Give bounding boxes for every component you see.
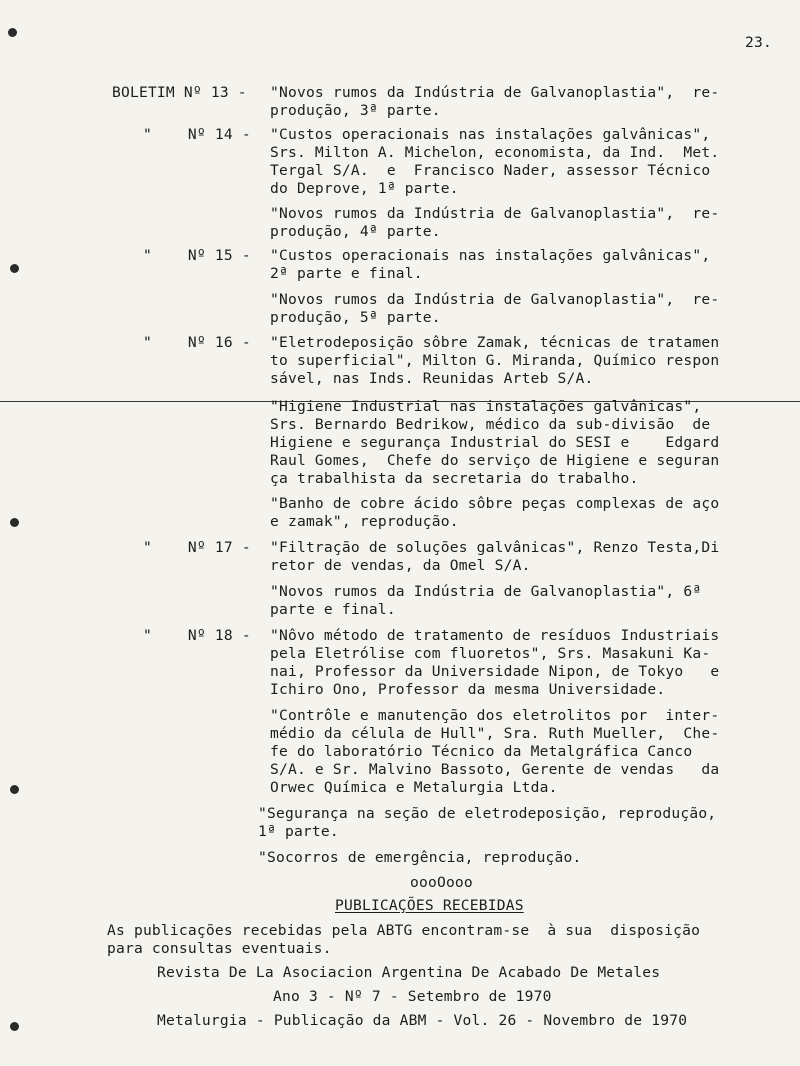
intro-line: para consultas eventuais.	[107, 940, 332, 957]
intro-line: As publicações recebidas pela ABTG encontram-se à sua disposição	[107, 922, 701, 939]
entry-line: fe do laboratório Técnico da Metalgráfica Canco	[270, 743, 693, 760]
punch-hole-mark	[10, 785, 19, 794]
entry-line: Srs. Bernardo Bedrikow, médico da sub-divisão de	[270, 416, 711, 433]
punch-hole-mark	[10, 264, 19, 273]
entry-line: Orwec Química e Metalurgia Ltda.	[270, 779, 558, 796]
entry-line: "Segurança na seção de eletrodeposição, reprodução,	[258, 805, 717, 822]
entry-line: 1ª parte.	[258, 823, 339, 840]
entry-line: parte e final.	[270, 601, 396, 618]
punch-hole-mark	[10, 1022, 19, 1031]
publication-item: Revista De La Asociacion Argentina De Acabado De Metales	[157, 964, 661, 981]
entry-line: e zamak", reprodução.	[270, 513, 459, 530]
punch-hole-mark	[10, 518, 19, 527]
entry-line: "Contrôle e manutenção dos eletrolitos por inter-	[270, 707, 720, 724]
page-number: 23.	[745, 34, 772, 51]
entry-line: nai, Professor da Universidade Nipon, de Tokyo e	[270, 663, 720, 680]
entry-line: sável, nas Inds. Reunidas Arteb S/A.	[270, 370, 594, 387]
entry-line: produção, 5ª parte.	[270, 309, 441, 326]
entry-line: Srs. Milton A. Michelon, economista, da Ind. Met.	[270, 144, 720, 161]
bulletin-label: " Nº 15 -	[143, 247, 251, 264]
entry-line: do Deprove, 1ª parte.	[270, 180, 459, 197]
entry-line: "Novos rumos da Indústria de Galvanoplastia", re-	[270, 291, 720, 308]
entry-line: produção, 3ª parte.	[270, 102, 441, 119]
entry-line: "Filtração de soluções galvânicas", Renzo Testa,Di	[270, 539, 720, 556]
entry-line: "Novos rumos da Indústria de Galvanoplastia", re-	[270, 205, 720, 222]
entry-line: ça trabalhista da secretaria do trabalho.	[270, 470, 639, 487]
entry-line: Higiene e segurança Industrial do SESI e Edgard	[270, 434, 720, 451]
publication-item: Metalurgia - Publicação da ABM - Vol. 26 - Novembro de 1970	[157, 1012, 688, 1029]
entry-line: 2ª parte e final.	[270, 265, 423, 282]
entry-line: Ichiro Ono, Professor da mesma Universidade.	[270, 681, 666, 698]
section-heading: PUBLICAÇÕES RECEBIDAS	[335, 897, 524, 914]
publication-item: Ano 3 - Nº 7 - Setembro de 1970	[273, 988, 552, 1005]
bulletin-label: BOLETIM Nº 13 -	[112, 84, 247, 101]
bulletin-label: " Nº 16 -	[143, 334, 251, 351]
entry-line: médio da célula de Hull", Sra. Ruth Mueller, Che-	[270, 725, 720, 742]
entry-line: "Socorros de emergência, reprodução.	[258, 849, 582, 866]
entry-line: "Higiene Industrial nas instalações galvânicas",	[270, 398, 702, 415]
section-separator: oooOooo	[410, 874, 473, 891]
entry-line: "Custos operacionais nas instalações galvânicas",	[270, 247, 711, 264]
entry-line: "Banho de cobre ácido sôbre peças complexas de aço	[270, 495, 720, 512]
entry-line: Tergal S/A. e Francisco Nader, assessor Técnico	[270, 162, 711, 179]
entry-line: "Custos operacionais nas instalações galvânicas",	[270, 126, 711, 143]
bulletin-label: " Nº 14 -	[143, 126, 251, 143]
bulletin-label: " Nº 17 -	[143, 539, 251, 556]
bulletin-label: " Nº 18 -	[143, 627, 251, 644]
entry-line: "Eletrodeposição sôbre Zamak, técnicas de tratamen	[270, 334, 720, 351]
entry-line: S/A. e Sr. Malvino Bassoto, Gerente de vendas da	[270, 761, 720, 778]
punch-hole-mark	[8, 28, 17, 37]
entry-line: to superficial", Milton G. Miranda, Químico respon	[270, 352, 720, 369]
entry-line: produção, 4ª parte.	[270, 223, 441, 240]
entry-line: retor de vendas, da Omel S/A.	[270, 557, 531, 574]
entry-line: "Novos rumos da Indústria de Galvanoplastia", re-	[270, 84, 720, 101]
entry-line: pela Eletrólise com fluoretos", Srs. Masakuni Ka-	[270, 645, 711, 662]
entry-line: "Nôvo método de tratamento de resíduos Industriais	[270, 627, 720, 644]
entry-line: Raul Gomes, Chefe do serviço de Higiene e seguran	[270, 452, 720, 469]
entry-line: "Novos rumos da Indústria de Galvanoplastia", 6ª	[270, 583, 702, 600]
